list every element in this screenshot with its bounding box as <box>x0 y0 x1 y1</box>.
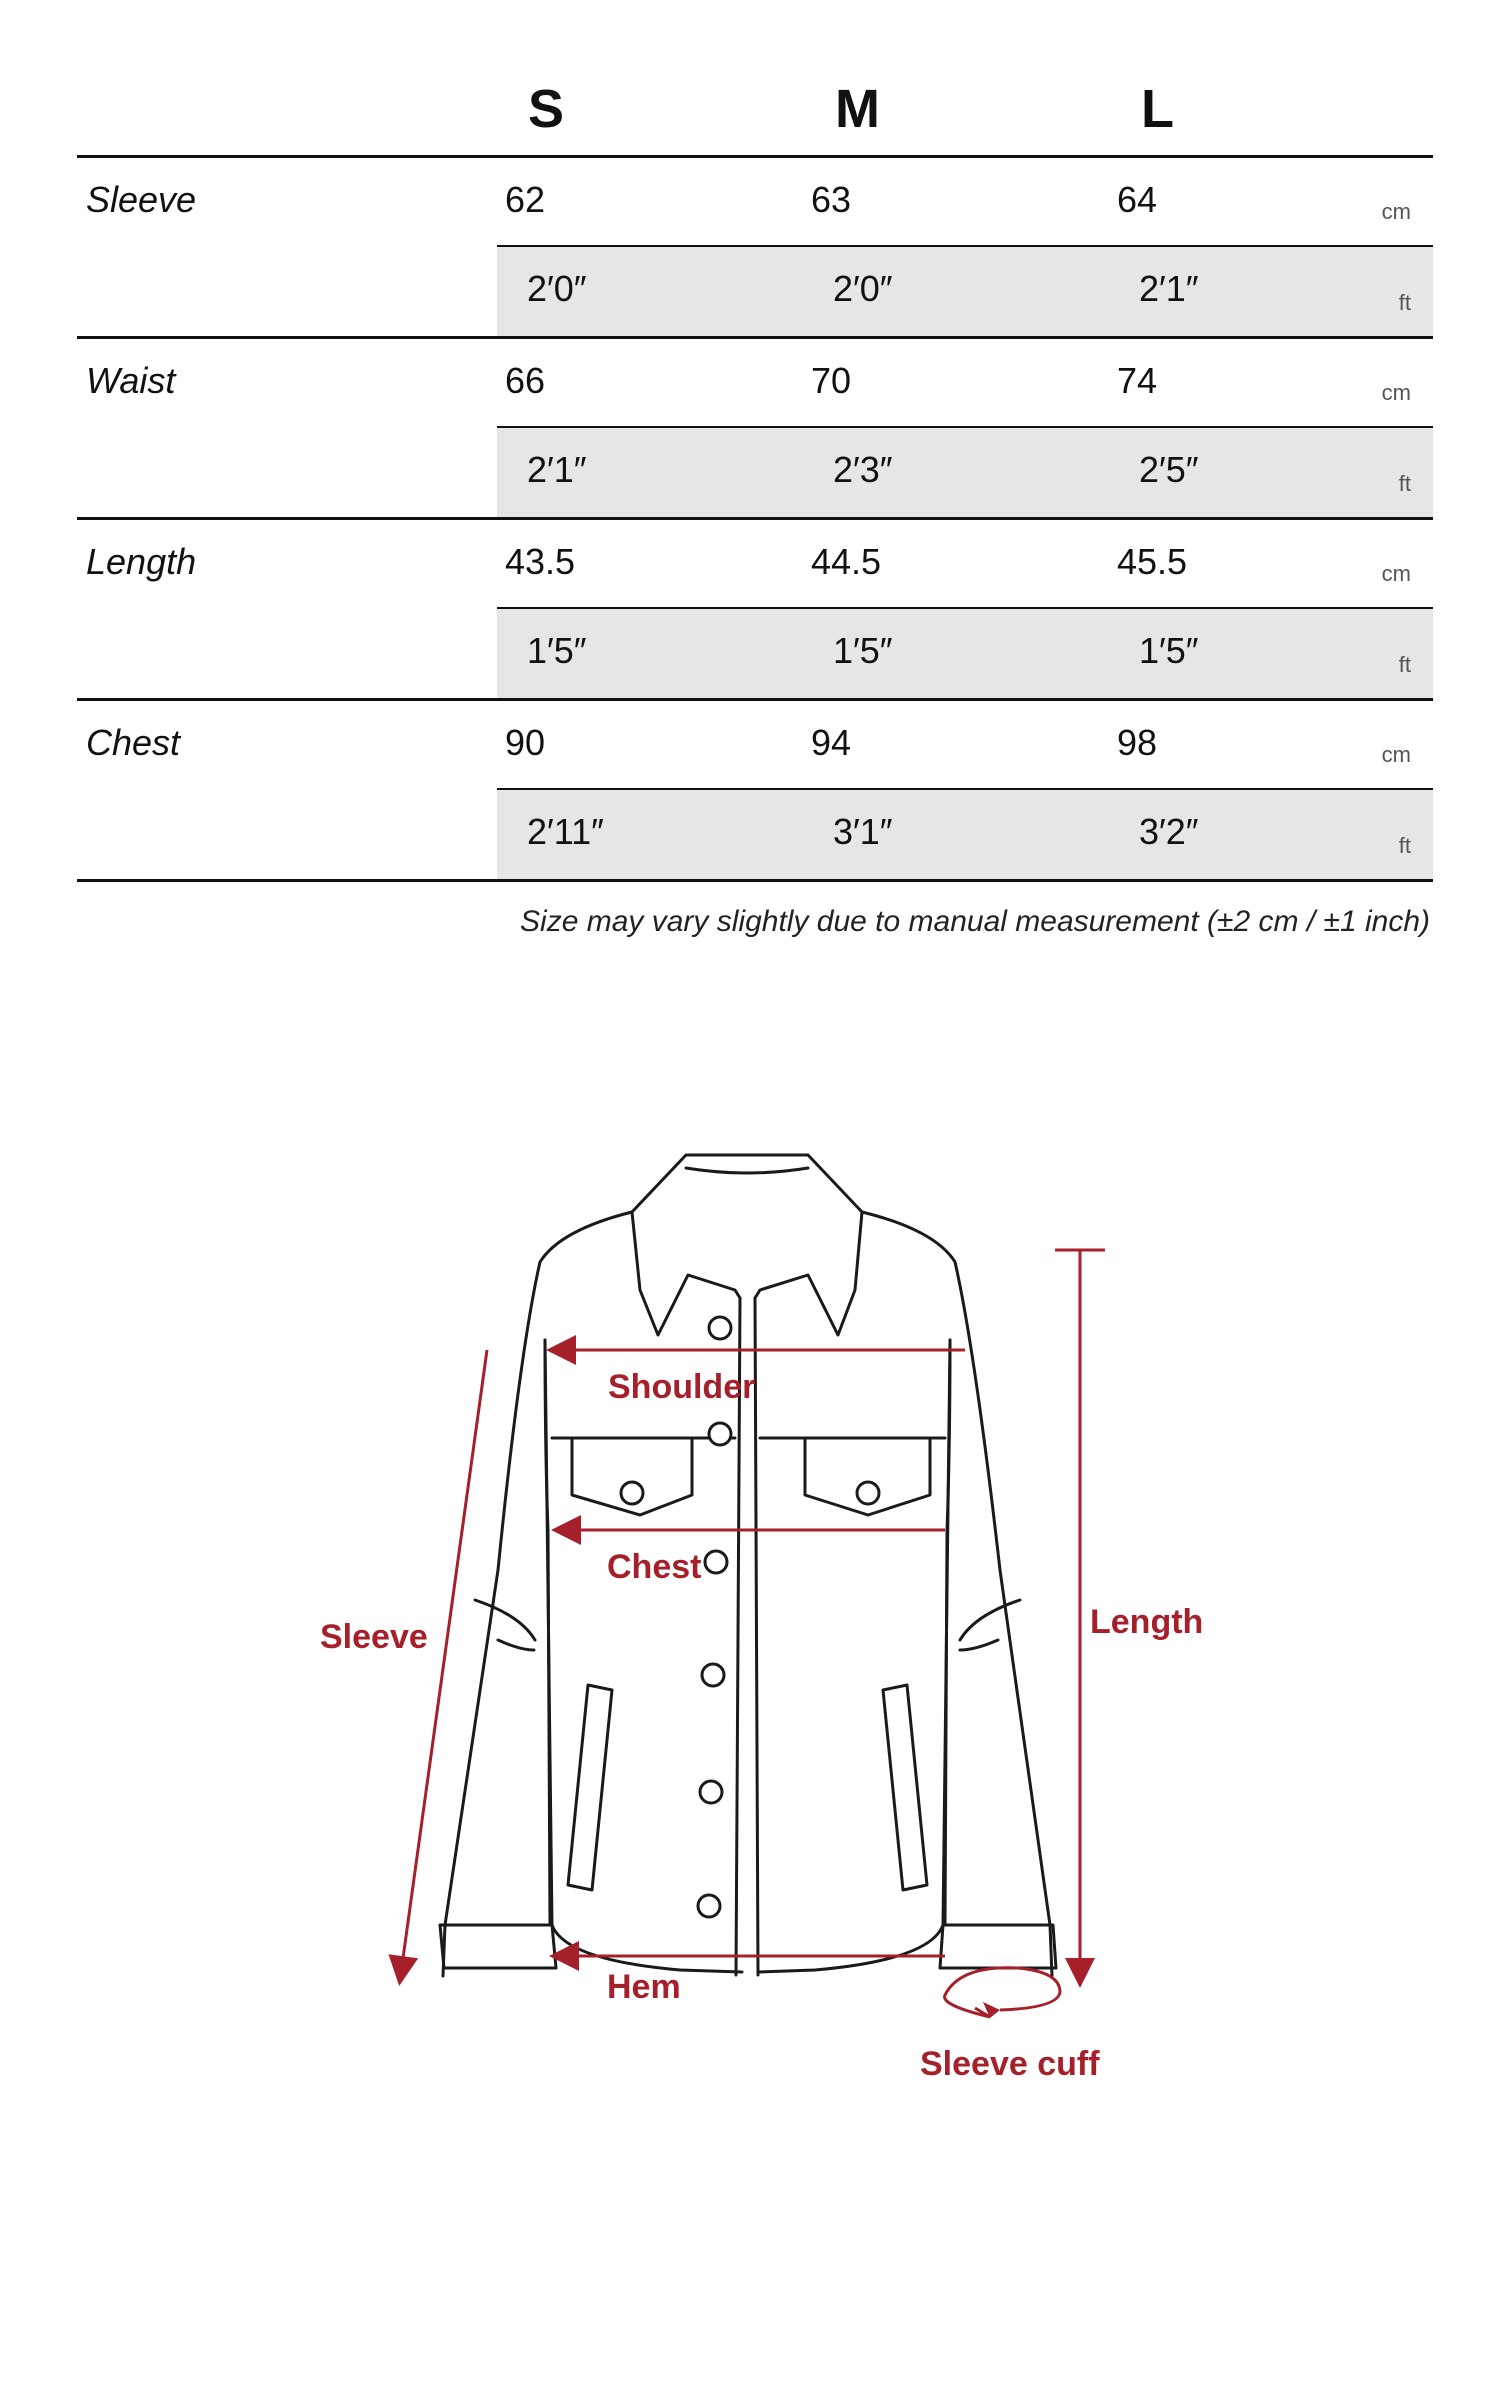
right-elbow-fold-2 <box>960 1640 998 1650</box>
cell-m: 2′3″ <box>833 449 893 490</box>
body-right <box>758 1340 950 1972</box>
row-ft <box>497 247 1433 336</box>
row-cm <box>497 520 1433 609</box>
cell-m: 94 <box>811 722 852 763</box>
button-icon <box>621 1482 643 1504</box>
measure-group-chest <box>77 701 1433 882</box>
right-cuff <box>940 1925 1056 1968</box>
cell-l: 2′1″ <box>1139 268 1199 309</box>
cell-m: 3′1″ <box>833 811 893 852</box>
collar-right <box>755 1212 862 1335</box>
measure-label: Length <box>86 541 197 582</box>
measure-label: Waist <box>86 360 176 401</box>
hand-pocket-right <box>883 1685 927 1890</box>
cell-m: 63 <box>811 179 852 220</box>
unit-ft: ft <box>1398 290 1411 315</box>
size-table <box>77 0 1433 882</box>
row-ft <box>497 790 1433 879</box>
label-shoulder: Shoulder <box>608 1368 756 1406</box>
measure-group-length <box>77 520 1433 701</box>
unit-cm: cm <box>1381 380 1411 405</box>
row-cm <box>497 701 1433 790</box>
unit-ft: ft <box>1398 833 1411 858</box>
jacket-outline-icon <box>0 1150 1500 2100</box>
button-icon <box>709 1423 731 1445</box>
left-cuff <box>440 1925 556 1968</box>
cell-s: 2′0″ <box>527 268 587 309</box>
cell-s: 66 <box>505 360 546 401</box>
sleeve-arrow <box>400 1350 487 1980</box>
left-elbow-fold <box>475 1600 535 1640</box>
button-icon <box>702 1664 724 1686</box>
cell-l: 98 <box>1117 722 1158 763</box>
unit-cm: cm <box>1381 199 1411 224</box>
label-length: Length <box>1090 1603 1204 1641</box>
right-elbow-fold <box>960 1600 1020 1640</box>
cell-s: 1′5″ <box>527 630 587 671</box>
button-icon <box>705 1551 727 1573</box>
measure-group-waist <box>77 339 1433 520</box>
size-header-row <box>77 0 1433 158</box>
label-hem: Hem <box>607 1968 681 2006</box>
cell-s: 2′1″ <box>527 449 587 490</box>
cell-s: 90 <box>505 722 546 763</box>
unit-ft: ft <box>1398 471 1411 496</box>
cell-m: 44.5 <box>811 541 882 582</box>
left-elbow-fold-2 <box>498 1640 534 1650</box>
unit-cm: cm <box>1381 742 1411 767</box>
button-icon <box>700 1781 722 1803</box>
cell-l: 2′5″ <box>1139 449 1199 490</box>
label-chest: Chest <box>607 1548 702 1586</box>
size-col-m: M <box>835 79 880 139</box>
cell-l: 45.5 <box>1117 541 1188 582</box>
label-sleeve: Sleeve <box>320 1618 428 1656</box>
row-ft <box>497 428 1433 517</box>
measurement-diagram <box>0 1150 1500 2100</box>
cell-l: 3′2″ <box>1139 811 1199 852</box>
collar-back <box>632 1155 862 1212</box>
cell-m: 1′5″ <box>833 630 893 671</box>
collar-band <box>686 1168 808 1173</box>
sleeve-cuff-arrow <box>945 1968 1060 2017</box>
left-sleeve-outer <box>443 1212 632 1976</box>
measure-label: Chest <box>86 722 181 763</box>
cell-s: 43.5 <box>505 541 576 582</box>
cell-m: 2′0″ <box>833 268 893 309</box>
cell-l: 1′5″ <box>1139 630 1199 671</box>
cell-l: 74 <box>1117 360 1158 401</box>
cell-s: 2′11″ <box>527 811 604 852</box>
button-icon <box>698 1895 720 1917</box>
size-col-s: S <box>528 79 565 139</box>
right-sleeve-outer <box>862 1212 1052 1976</box>
button-icon <box>709 1317 731 1339</box>
cell-l: 64 <box>1117 179 1158 220</box>
placket-right <box>755 1298 758 1975</box>
unit-cm: cm <box>1381 561 1411 586</box>
hand-pocket-left <box>568 1685 612 1890</box>
measurement-note: Size may vary slightly due to manual measurement (±2 cm / ±1 inch) <box>520 905 1430 938</box>
measure-label: Sleeve <box>86 179 197 220</box>
size-col-l: L <box>1141 79 1174 139</box>
cell-s: 62 <box>505 179 546 220</box>
cell-m: 70 <box>811 360 852 401</box>
label-sleeve-cuff: Sleeve cuff <box>920 2045 1100 2083</box>
button-icon <box>857 1482 879 1504</box>
measure-group-sleeve <box>77 158 1433 339</box>
unit-ft: ft <box>1398 652 1411 677</box>
row-ft <box>497 609 1433 698</box>
row-cm <box>497 339 1433 428</box>
row-cm <box>497 158 1433 247</box>
